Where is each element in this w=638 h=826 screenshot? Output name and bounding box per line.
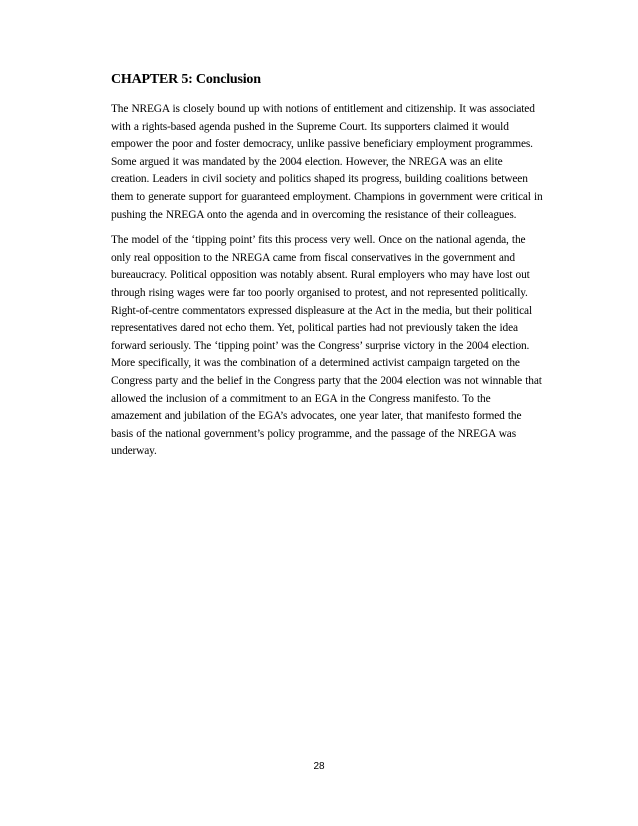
page-number: 28 xyxy=(313,761,325,772)
chapter-heading: CHAPTER 5: Conclusion xyxy=(111,72,261,87)
paragraph-2: The model of the ‘tipping point’ fits this process very well. Once on the national agenda, the only real opposition to the NREGA came from fiscal conservatives in the government and bureaucracy. Political opposition was notably absent. Rural employers who may have lost out through rising wages were far too poorly organised to protest, and not represented politically. Right-of-centre commentators expressed displeasure at the Act in the media, but their political representatives dared not echo them. Yet, political parties had not previously taken the idea forward seriously. The ‘tipping point’ was the Congress’ surprise victory in the 2004 election. More specifically, it was the combination of a determined activist campaign targeted on the Congress party and the belief in the Congress party that the 2004 election was not winnable that allowed the inclusion of a commitment to an EGA in the Congress manifesto. To the amazement and jubilation of the EGA’s advocates, one year later, that manifesto formed the basis of the national government’s policy programme, and the passage of the NREGA was underway. xyxy=(111,234,542,458)
page-content xyxy=(111,71,543,469)
paragraph-1: The NREGA is closely bound up with notions of entitlement and citizenship. It was associated with a rights-based agenda pushed in the Supreme Court. Its supporters claimed it would empower the poor and foster democracy, unlike passive beneficiary employment programmes. Some argued it was mandated by the 2004 election. However, the NREGA was an elite creation. Leaders in civil society and politics shaped its progress, building coalitions between them to generate support for guaranteed employment. Champions in government were critical in pushing the NREGA onto the agenda and in overcoming the resistance of their colleagues. xyxy=(111,103,543,221)
